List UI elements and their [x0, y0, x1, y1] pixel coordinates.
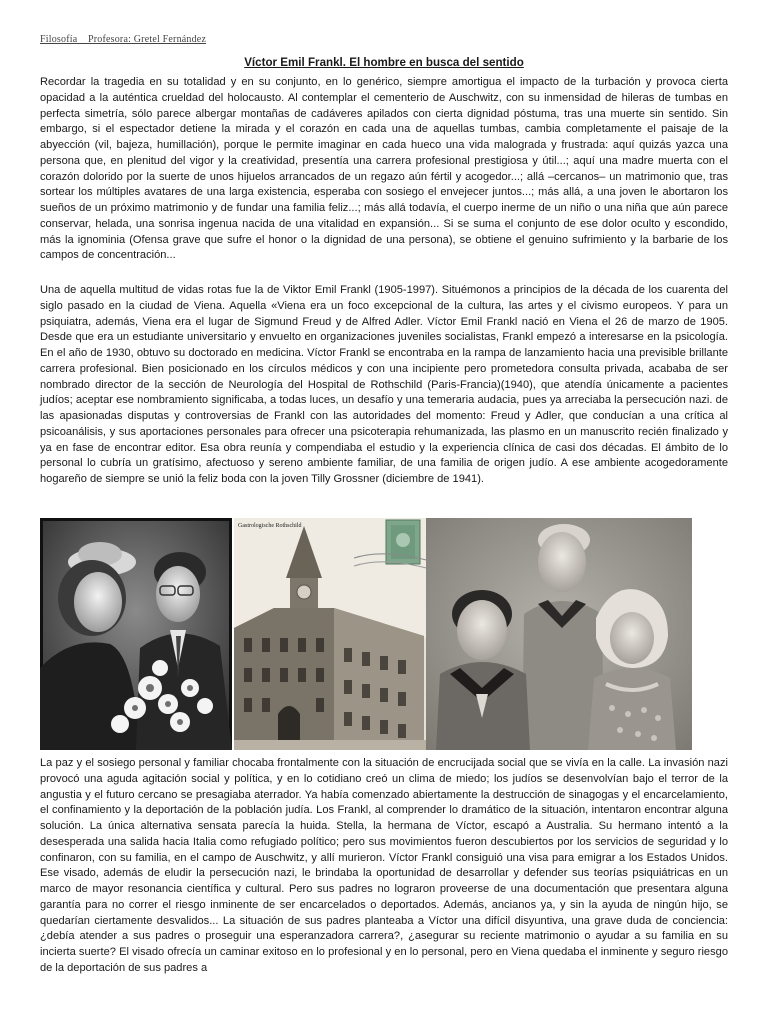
children-photo-image	[426, 518, 692, 750]
page-header: Filosofía _ Profesora: Gretel Fernández	[40, 34, 207, 45]
paragraph-1: Recordar la tragedia en su totalidad y en su conjunto, en lo genérico, siempre amortigua el impacto de la turbación y provoca cierta opacidad a la auténtica crueldad del holocausto. Al contemplar el cementerio de Auschwitz, con su inmensidad de hileras de tumbas en perfecta simetría, sólo parece albergar montañas de cadáveres apilados con cierta dignidad póstuma, tras una muerte sin sentido. Sin embargo, si el espectador detiene la mirada y el corazón en cada una de aquellas tumbas, cambia completamente el paisaje de la abyección (vil, bajeza, humillación), porque le permite imaginar en cada hueco una vida malograda y frustrada: aquí quizás yazca una persona que, en plenitud del vigor y la creatividad, presentía una carrera profesional prestigiosa y útil...; aquí una madre muerta con el corazón dolorido por la suerte de unos hijuelos arrancados de un regazo aún fértil y acogedor...; allá –cercanos– un matrimonio que, tras sortear los múltiples avatares de una larga existencia, esperaba con sosiego el envejecer juntos...; más allá, a una joven le abortaron los sueños de un próximo matrimonio y de fundar una familia feliz...; más allá todavía, el cuerpo inerme de un niño o una niña que aún parece conservar, helada, una sonrisa ingenua nacida de una vitalidad en expansión... Si se suma el conjunto de ese dolor oculto y escondido, más la ignominia (Ofensa grave que sufre el honor o la dignidad de una persona), se obtiene el genuino sufrimiento y la barbarie de los campos de concentración...	[40, 76, 728, 262]
children-photo	[426, 518, 692, 750]
document-title: Víctor Emil Frankl. El hombre en busca del sentido	[244, 56, 524, 69]
couple-photo	[40, 518, 232, 750]
paragraph-3: La paz y el sosiego personal y familiar chocaba frontalmente con la situación de encrucijada social que se vivía en la calle. La invasión nazi provocó una aguda agitación social y política, y en lo cotidiano creó un clima de miedo; los judíos se desenvolvían bajo el terror de la angustia y el futuro cercano se presagiaba aterrador. Ya había comenzado abiertamente la destrucción de sinagogas y el encarcelamiento, el confinamiento y la deportación de la población judía. Los Frankl, al comprender lo dramático de la situación, intentaron encontrar alguna solución. La única alternativa sensata parecía la huida. Stella, la hermana de Víctor, escapó a Australia. Su hermano intentó a la desesperada una salida hacia Italia como refugiado político; pero sus movimientos fueron descubiertos por los servicios de seguridad y lo confinaron, con su familia, en el campo de Auschwitz, y allí murieron. Víctor Frankl consiguió una visa para emigrar a los Estados Unidos. Ese visado, además de eludir la persecución nazi, le brindaba la oportunidad de desarrollar y defender sus teorías psiquiátricas en un marco de mayor resonancia científica y cultural. Pero sus padres no lograron proveerse de una documentación que presentara alguna garantía para no correr el riesgo inminente de ser encarcelados o deportados. Además, ancianos ya, y sin la ayuda de ningún hijo, se quedarían ciertamente desvalidos... La situación de sus padres planteaba a Víctor una difícil disyuntiva, una grave duda de conciencia: ¿debía atender a sus padres o proseguir una esperanzadora carrera?, ¿asegurar su reciente matrimonio o ayudar a su familia en su incierta suerte? El visado ofrecía un caminar exitoso en lo profesional y en lo personal, pero en Viena quedaba el inminente y seguro riesgo de la deportación de sus padres a	[40, 757, 728, 974]
paragraph-2: Una de aquella multitud de vidas rotas fue la de Viktor Emil Frankl (1905-1997). Situémonos a principios de la década de los cuarenta del siglo pasado en la ciudad de Viena. Aquella «Viena era un foco excepcional de la cultura, las artes y el civismo europeos. Y para un psiquiatra, además, Viena era el lugar de Sigmund Freud y de Alfred Adler. Víctor Emil Frankl nació en Viena el 26 de marzo de 1905. Desde que era un estudiante universitario y envuelto en organizaciones juveniles socialistas, Frankl empezó a interesarse en la psicología. En el año de 1930, obtuvo su doctorado en medicina. Víctor Frankl se encontraba en la rampa de lanzamiento hacia una previsible brillante carrera profesional. Bien posicionado en los círculos médicos y con una incipiente pero prometedora consulta privada, acababa de ser nombrado director de la sección de Neurología del Hospital de Rothschild (Paris-Francia)(1940), que atendía únicamente a pacientes judíos; aceptar ese nombramiento significaba, a todas luces, un desafío y una temeraria audacia, pues ya arreciaba la persecución nazi. de las apasionadas disputas y controversias de Frankl con las autoridades del momento: Freud y Adler, que conducían a una crítica al psicoanálisis, y sus aportaciones personales para ofrecer una psicoterapia rehumanizada, las plasmo en un manuscrito recién finalizado y ya en fase de encontrar editor. Esa obra reunía y compendiaba el estudio y la experiencia clínica de casi dos décadas. El ámbito de lo personal lo cubría un gratísimo, afectuoso y sereno ambiente familiar, de una familia de origen judío. A ese ambiente acogedoramente hogareño de siempre se unió la feliz boda con la joven Tilly Grossner (diciembre de 1941).	[40, 284, 728, 485]
photo-strip	[40, 518, 692, 750]
couple-photo-image	[40, 518, 232, 750]
postcard-caption: Gastrologische Rothschild	[238, 523, 302, 529]
